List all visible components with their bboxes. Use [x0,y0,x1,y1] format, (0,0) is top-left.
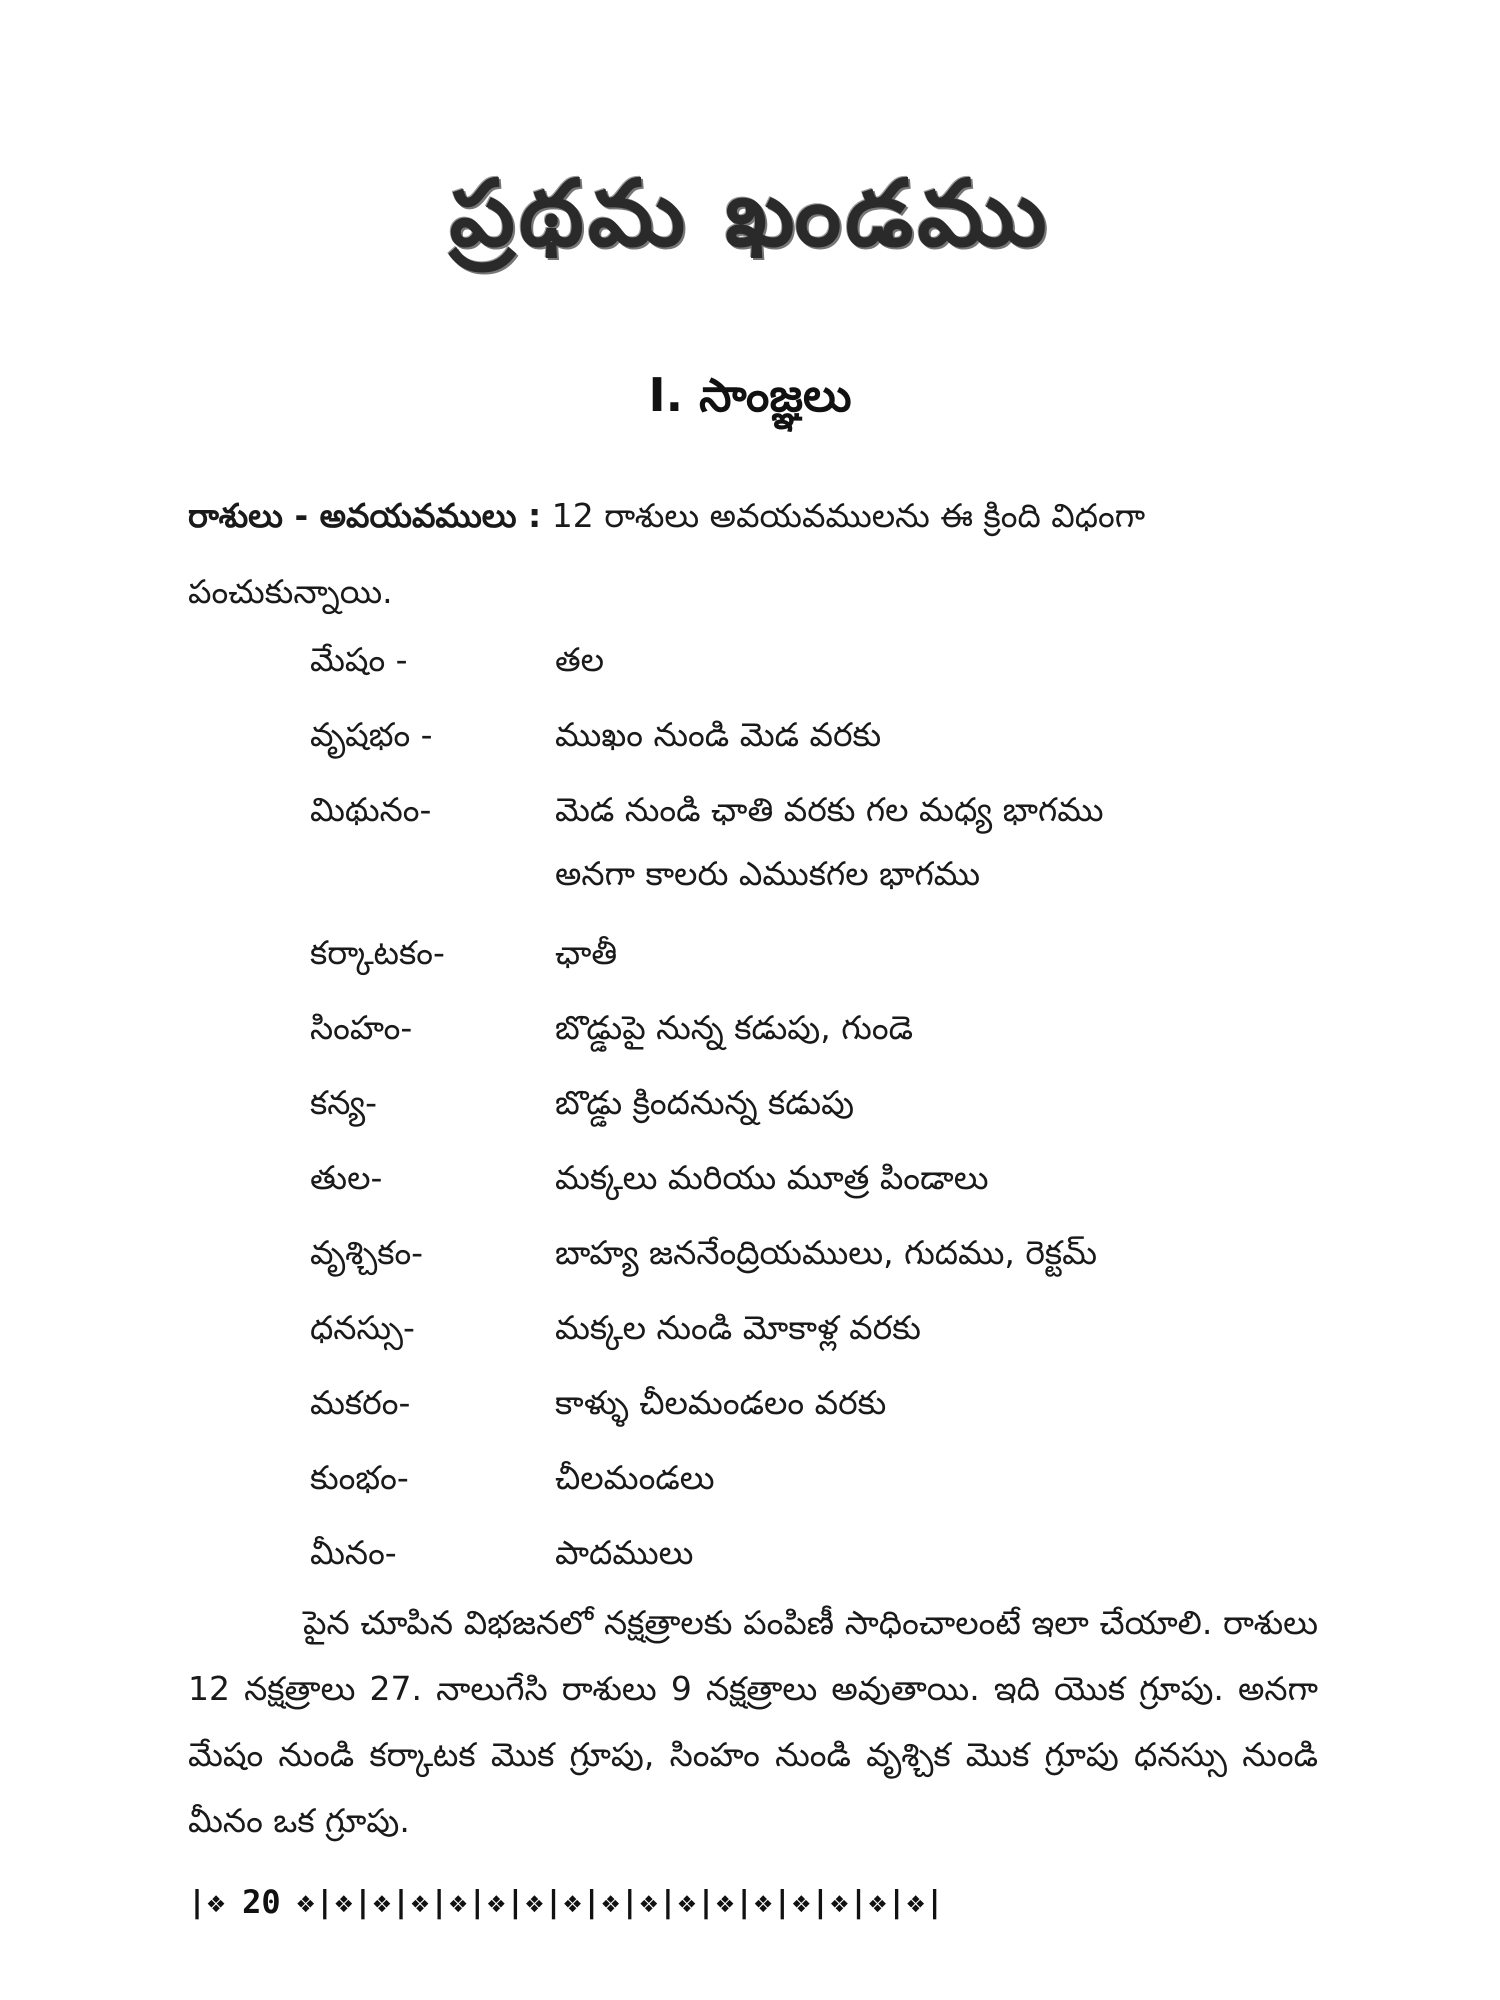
sign-name: ధనస్సు- [310,1308,415,1347]
sign-name: కర్కాటకం- [310,933,445,972]
body-paragraph: పైన చూపిన విభజనలో నక్షత్రాలకు పంపిణీ సాధించాలంటే ఇలా చేయాలి. రాశులు 12 నక్షత్రాలు 27. నాలుగేసి రాశులు 9 నక్షత్రాలు అవుతాయి. ఇది యొక గ్రూపు. అనగా మేషం నుండి కర్కాటక మొక గ్రూపు, సింహం నుండి వృశ్చిక మొక గ్రూపు ధనస్సు నుండి మీనం ఒక గ్రూపు. [188,1603,1318,1840]
intro-term: రాశులు - అవయవములు : [188,496,542,535]
sign-name: మీనం- [310,1533,397,1572]
list-item [310,1233,1097,1273]
body-part: మక్కలు మరియు మూత్ర పిండాలు [555,1158,989,1197]
body-part: బాహ్య జననేంద్రియములు, గుదము, రెక్టమ్ [555,1233,1098,1272]
intro-paragraph [188,478,1318,630]
page-footer [188,1880,1318,1924]
sign-name: వృశ్చికం- [310,1233,424,1272]
intro-text: 12 రాశులు అవయవములను ఈ క్రింది విధంగా పంచుకున్నాయి. [188,496,1146,611]
footer-ornament-left: |❖ [188,1884,227,1920]
list-item [310,1533,693,1573]
body-part: పాదములు [555,1533,694,1572]
body-part: మెడ నుండి ఛాతి వరకు గల మధ్య భాగము [555,790,1104,829]
sign-name: కన్య- [310,1083,378,1122]
sign-name: మేషం - [310,640,408,679]
body-part: బొడ్డుపై నున్న కడుపు, గుండె [555,1008,913,1047]
list-item [310,1308,921,1348]
body-part-continued: అనగా కాలరు ఎముకగల భాగము [555,854,981,893]
body-part: చీలమండలు [555,1458,715,1497]
list-item [310,1083,854,1123]
list-item [310,1008,913,1048]
sign-name: తుల- [310,1158,383,1197]
page-number: 20 [242,1883,281,1921]
footer-ornament-right: ❖|❖|❖|❖|❖|❖|❖|❖|❖|❖|❖|❖|❖|❖|❖|❖|❖| [296,1884,945,1920]
sign-name: మిథునం- [310,790,432,829]
list-item [310,1383,886,1423]
body-part: బొడ్డు క్రిందనున్న కడుపు [555,1083,855,1122]
list-item [310,933,617,973]
sign-name: వృషభం - [310,715,433,754]
list-item [310,1458,715,1498]
part-title: ప్రథమ ఖండము [449,160,1051,267]
body-part: కాళ్ళు చీలమండలం వరకు [555,1383,887,1422]
section-heading: I. సాంజ్ఞలు [648,368,852,422]
sign-name: కుంభం- [310,1458,409,1497]
list-item [310,1158,989,1198]
list-item [310,790,1104,894]
sign-name: మకరం- [310,1383,411,1422]
body-part: ముఖం నుండి మెడ వరకు [555,715,882,754]
list-item [310,640,604,680]
body-part: మక్కల నుండి మోకాళ్ల వరకు [555,1308,921,1347]
body-part: తల [555,640,605,679]
list-item [310,715,881,755]
body-part: ఛాతీ [555,933,618,972]
sign-name: సింహం- [310,1008,413,1047]
